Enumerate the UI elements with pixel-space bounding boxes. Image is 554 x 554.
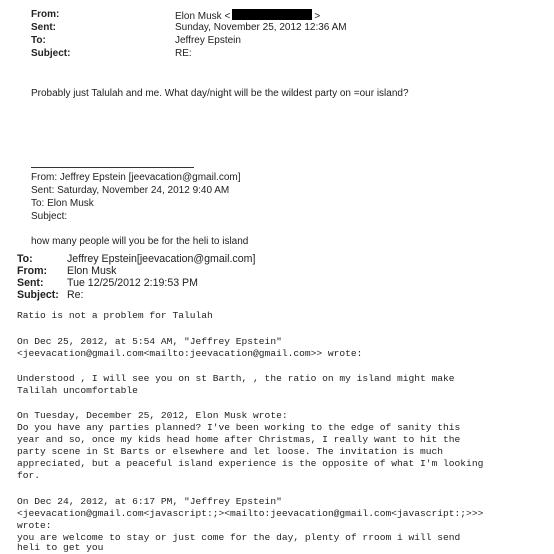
to-label: To: — [31, 35, 46, 46]
body-line: wrote: — [17, 520, 52, 531]
email2-to: To: Elon Musk — [31, 198, 94, 209]
body-line: Ratio is not a problem for Talulah — [17, 310, 213, 321]
email1-body: Probably just Talulah and me. What day/night will be the wildest party on =our island? — [31, 88, 409, 99]
email2-body: how many people will you be for the heli to island — [31, 236, 249, 247]
body-line: Talilah uncomfortable — [17, 385, 138, 396]
body-line: appreciated, but a peaceful island experience is the opposite of what I'm looking — [17, 458, 484, 469]
sent-value: Sunday, November 25, 2012 12:36 AM — [175, 22, 347, 33]
email3-sent-label: Sent: — [17, 277, 44, 289]
body-line: Understood , I will see you on st Barth, , the ratio on my island might make — [17, 373, 455, 384]
email2-sent: Sent: Saturday, November 24, 2012 9:40 AM — [31, 185, 230, 196]
email2-subject: Subject: — [31, 211, 68, 222]
email3-subject-value: Re: — [67, 289, 84, 301]
body-line: <jeevacation@gmail.com<mailto:jeevacation@gmail.com>> wrote: — [17, 348, 363, 359]
email2-from: From: Jeffrey Epstein [jeevacation@gmail.com] — [31, 172, 241, 183]
body-line: year and so, once my kids head home after Christmas, I really want to hit the — [17, 434, 461, 445]
body-line: On Tuesday, December 25, 2012, Elon Musk wrote: — [17, 410, 288, 421]
redaction-block — [232, 9, 312, 20]
body-line: for. — [17, 470, 41, 481]
body-line: On Dec 24, 2012, at 6:17 PM, "Jeffrey Epstein" — [17, 496, 282, 507]
email3-from-label: From: — [17, 265, 48, 277]
subject-value: RE: — [175, 48, 192, 59]
body-line: party scene in St Barts or elsewhere and let loose. The invitation is much — [17, 446, 444, 457]
divider-line — [31, 167, 194, 168]
body-line: heli to get you — [17, 542, 104, 553]
from-value — [175, 9, 320, 22]
subject-label: Subject: — [31, 48, 71, 59]
to-value: Jeffrey Epstein — [175, 35, 241, 46]
from-name: Elon Musk < — [175, 11, 231, 22]
from-end: > — [314, 11, 321, 22]
email3-sent-value: Tue 12/25/2012 2:19:53 PM — [67, 277, 198, 289]
body-line: you are welcome to stay or just come for the day, plenty of rroom i will send — [17, 532, 461, 543]
from-label: From: — [31, 9, 60, 20]
body-line: Do you have any parties planned? I've been working to the edge of sanity this — [17, 422, 461, 433]
sent-label: Sent: — [31, 22, 56, 33]
email3-to-value: Jeffrey Epstein[jeevacation@gmail.com] — [67, 253, 256, 265]
body-line: <jeevacation@gmail.com<javascript:;><mailto:jeevacation@gmail.com<javascript:;>>> — [17, 508, 484, 519]
email3-from-value: Elon Musk — [67, 265, 117, 277]
body-line: On Dec 25, 2012, at 5:54 AM, "Jeffrey Epstein" — [17, 336, 282, 347]
email3-subject-label: Subject: — [17, 289, 59, 301]
email3-to-label: To: — [17, 253, 33, 265]
